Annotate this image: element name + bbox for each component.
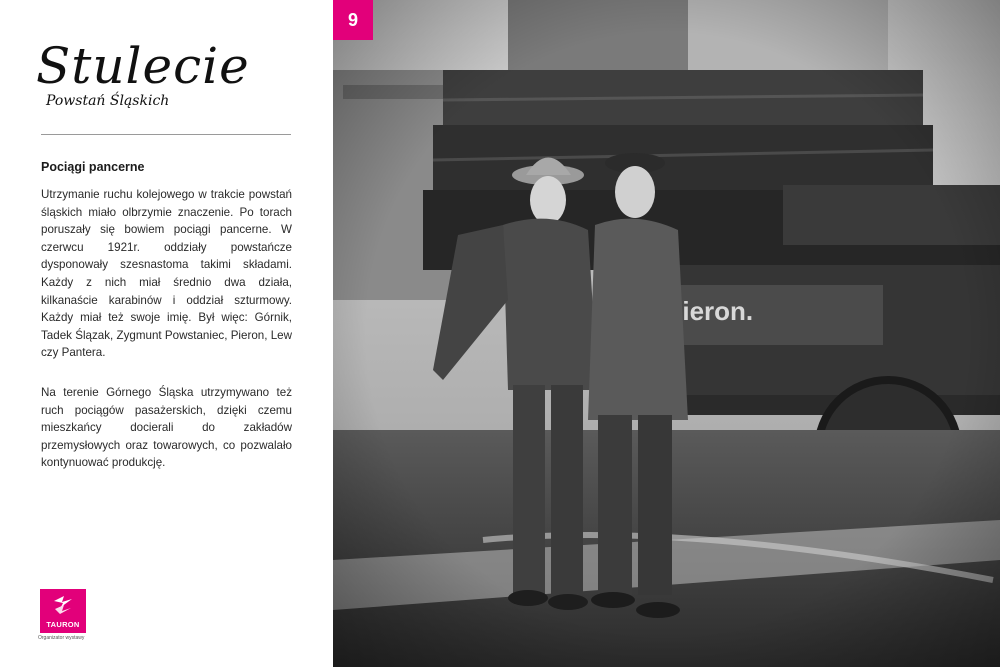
tauron-mark-icon [52,595,74,615]
divider [41,134,291,135]
historical-photo [333,0,1000,667]
stulecie-logo [36,38,296,118]
tauron-logo [40,589,86,633]
article-paragraph-1: Utrzymanie ruchu kolejowego w trakcie powstań śląskich miało olbrzymie znaczenie. Po torach poruszały się bowiem pociągi pancerne. W czerwcu 1921r. oddziały powstańcze dysponowały szesnastoma takimi składami. Każdy z nich miał średnio dwa działa, kilkanaście karabinów i oddział szturmowy. Każdy miał też swoje imię. Był więc: Górnik, Tadek Ślązak, Zygmunt Powstaniec, Pieron, Lew czy Pantera. [41,188,292,360]
page-number-badge: 9 [333,0,373,40]
logo-subtitle: Powstań Śląskich [46,93,170,109]
article-heading: Pociągi pancerne [41,160,145,174]
article-paragraph-2: Na terenie Górnego Śląska utrzymywano też ruch pociągów pasażerskich, dzięki czemu mieszkańcy docierali do zakładów przemysłowych oraz towarowych, co pozwalało kontynuować produkcję. [41,386,292,470]
tauron-caption: Organizator wystawy [38,635,85,641]
armored-train-photo [333,0,1000,667]
tauron-name: TAURON [46,620,80,629]
logo-title: Stulecie [36,37,250,95]
text-column [0,0,333,667]
